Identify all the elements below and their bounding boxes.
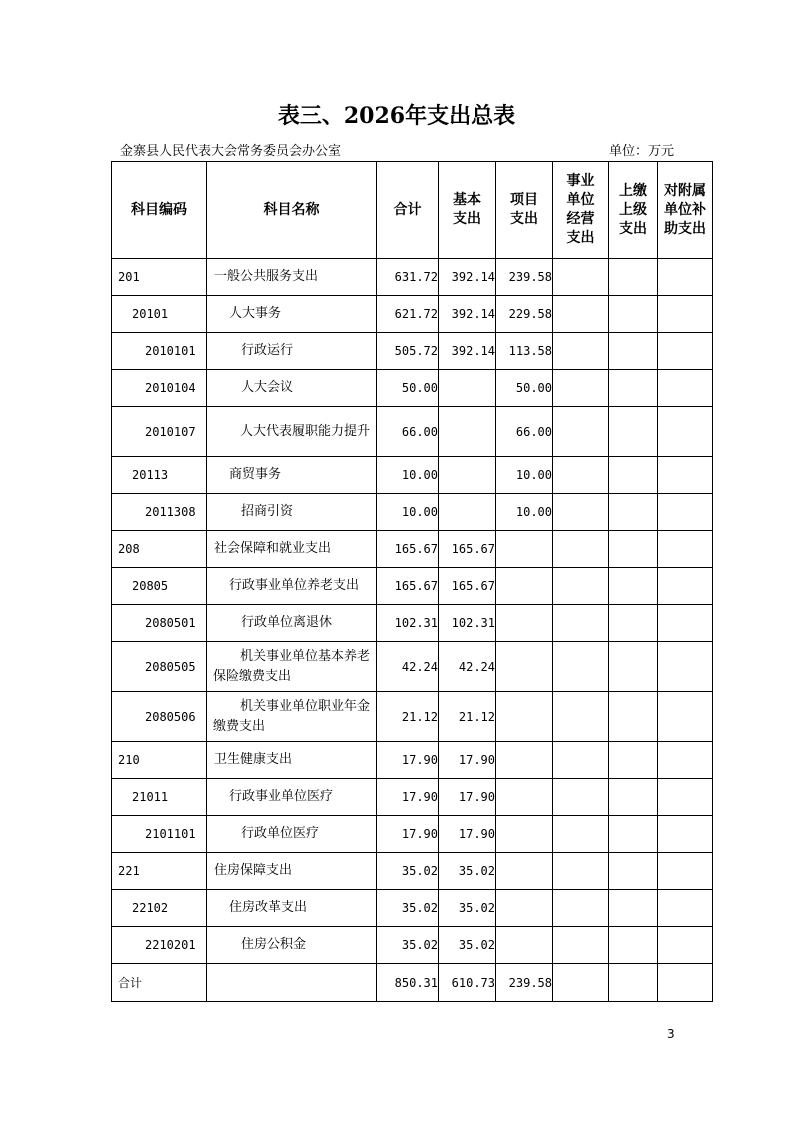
subject-code-cell: 210 <box>112 742 207 779</box>
subsidy-cell <box>658 531 713 568</box>
subject-name-cell: 商贸事务 <box>207 457 377 494</box>
table-row <box>112 494 713 531</box>
project-cell <box>496 816 553 853</box>
upper-cell <box>609 927 658 964</box>
header-upper-level-expenditure: 上缴 上级 支出 <box>609 162 658 259</box>
basic-cell: 102.31 <box>439 605 496 642</box>
business-cell <box>553 853 609 890</box>
subject-code-cell: 201 <box>112 259 207 296</box>
project-cell <box>496 927 553 964</box>
table-row <box>112 890 713 927</box>
project-cell: 113.58 <box>496 333 553 370</box>
total-cell: 10.00 <box>377 494 439 531</box>
table-total-row <box>112 964 713 1002</box>
total-cell: 42.24 <box>377 642 439 692</box>
business-cell <box>553 642 609 692</box>
total-cell: 10.00 <box>377 457 439 494</box>
table-row <box>112 370 713 407</box>
subject-name-cell: 住房公积金 <box>207 927 377 964</box>
upper-cell <box>609 407 658 457</box>
header-subject-name: 科目名称 <box>207 162 377 259</box>
project-cell: 66.00 <box>496 407 553 457</box>
subject-name-cell: 人大事务 <box>207 296 377 333</box>
unit-label: 单位：万元 <box>609 144 675 159</box>
subject-code-cell: 22102 <box>112 890 207 927</box>
business-cell <box>553 494 609 531</box>
upper-cell <box>609 370 658 407</box>
project-cell: 229.58 <box>496 296 553 333</box>
header-total: 合计 <box>377 162 439 259</box>
business-cell <box>553 779 609 816</box>
subject-code-cell: 2210201 <box>112 927 207 964</box>
subsidy-cell <box>658 742 713 779</box>
upper-cell <box>609 296 658 333</box>
project-cell <box>496 742 553 779</box>
business-cell <box>553 457 609 494</box>
subsidy-cell <box>658 494 713 531</box>
project-cell <box>496 853 553 890</box>
upper-cell <box>609 692 658 742</box>
upper-cell <box>609 816 658 853</box>
business-cell <box>553 531 609 568</box>
page-title: 表三、2026年支出总表 <box>277 103 516 129</box>
basic-cell: 165.67 <box>439 568 496 605</box>
project-cell: 10.00 <box>496 457 553 494</box>
subject-name-cell: 社会保障和就业支出 <box>207 531 377 568</box>
subject-code-cell: 221 <box>112 853 207 890</box>
basic-cell <box>439 457 496 494</box>
subject-name-cell: 行政单位离退休 <box>207 605 377 642</box>
basic-cell: 165.67 <box>439 531 496 568</box>
business-cell <box>553 964 609 1002</box>
table-row <box>112 296 713 333</box>
subject-name-cell: 住房改革支出 <box>207 890 377 927</box>
header-business-expenditure: 事业 单位 经营 支出 <box>553 162 609 259</box>
subject-name-cell: 行政事业单位医疗 <box>207 779 377 816</box>
basic-cell: 17.90 <box>439 779 496 816</box>
header-basic-expenditure: 基本 支出 <box>439 162 496 259</box>
subject-name-cell: 机关事业单位职业年金缴费支出 <box>207 692 377 742</box>
total-cell: 17.90 <box>377 742 439 779</box>
subsidy-cell <box>658 457 713 494</box>
table-row <box>112 779 713 816</box>
upper-cell <box>609 457 658 494</box>
project-cell <box>496 642 553 692</box>
business-cell <box>553 407 609 457</box>
project-cell: 10.00 <box>496 494 553 531</box>
subject-name-cell: 机关事业单位基本养老保险缴费支出 <box>207 642 377 692</box>
basic-cell <box>439 494 496 531</box>
basic-cell: 35.02 <box>439 853 496 890</box>
subject-name-cell: 招商引资 <box>207 494 377 531</box>
total-cell: 35.02 <box>377 853 439 890</box>
subject-code-cell: 合计 <box>112 964 207 1002</box>
subject-code-cell: 2010104 <box>112 370 207 407</box>
subject-code-cell: 20113 <box>112 457 207 494</box>
total-cell: 102.31 <box>377 605 439 642</box>
basic-cell: 392.14 <box>439 296 496 333</box>
subject-code-cell: 2080505 <box>112 642 207 692</box>
table-row <box>112 333 713 370</box>
project-cell: 239.58 <box>496 259 553 296</box>
business-cell <box>553 333 609 370</box>
subject-code-cell: 2010107 <box>112 407 207 457</box>
subject-name-cell <box>207 964 377 1002</box>
table-row <box>112 407 713 457</box>
subsidy-cell <box>658 296 713 333</box>
total-cell: 17.90 <box>377 779 439 816</box>
basic-cell <box>439 370 496 407</box>
total-cell: 35.02 <box>377 927 439 964</box>
business-cell <box>553 296 609 333</box>
basic-cell: 17.90 <box>439 816 496 853</box>
total-cell: 35.02 <box>377 890 439 927</box>
subsidy-cell <box>658 853 713 890</box>
header-subsidy-expenditure: 对附属 单位补 助支出 <box>658 162 713 259</box>
business-cell <box>553 370 609 407</box>
page-number: 3 <box>667 1027 675 1041</box>
organization-name: 金寨县人民代表大会常务委员会办公室 <box>120 144 342 159</box>
basic-cell: 42.24 <box>439 642 496 692</box>
subject-code-cell: 2080506 <box>112 692 207 742</box>
subsidy-cell <box>658 964 713 1002</box>
subject-name-cell: 一般公共服务支出 <box>207 259 377 296</box>
upper-cell <box>609 605 658 642</box>
business-cell <box>553 927 609 964</box>
header-project-expenditure: 项目 支出 <box>496 162 553 259</box>
upper-cell <box>609 531 658 568</box>
basic-cell: 35.02 <box>439 927 496 964</box>
project-cell <box>496 890 553 927</box>
subject-name-cell: 行政单位医疗 <box>207 816 377 853</box>
upper-cell <box>609 568 658 605</box>
subsidy-cell <box>658 333 713 370</box>
total-cell: 850.31 <box>377 964 439 1002</box>
basic-cell <box>439 407 496 457</box>
upper-cell <box>609 642 658 692</box>
upper-cell <box>609 742 658 779</box>
subject-name-cell: 住房保障支出 <box>207 853 377 890</box>
business-cell <box>553 816 609 853</box>
project-cell <box>496 779 553 816</box>
basic-cell: 17.90 <box>439 742 496 779</box>
table-row <box>112 259 713 296</box>
subject-code-cell: 21011 <box>112 779 207 816</box>
total-cell: 66.00 <box>377 407 439 457</box>
total-cell: 50.00 <box>377 370 439 407</box>
subsidy-cell <box>658 927 713 964</box>
table-row <box>112 692 713 742</box>
subject-name-cell: 行政运行 <box>207 333 377 370</box>
subject-name-cell: 行政事业单位养老支出 <box>207 568 377 605</box>
upper-cell <box>609 964 658 1002</box>
business-cell <box>553 742 609 779</box>
business-cell <box>553 605 609 642</box>
header-subject-code: 科目编码 <box>112 162 207 259</box>
total-cell: 631.72 <box>377 259 439 296</box>
table-row <box>112 642 713 692</box>
upper-cell <box>609 853 658 890</box>
total-cell: 621.72 <box>377 296 439 333</box>
upper-cell <box>609 333 658 370</box>
subsidy-cell <box>658 370 713 407</box>
upper-cell <box>609 779 658 816</box>
table-row <box>112 605 713 642</box>
subsidy-cell <box>658 605 713 642</box>
upper-cell <box>609 890 658 927</box>
subject-code-cell: 2080501 <box>112 605 207 642</box>
subject-name-cell: 卫生健康支出 <box>207 742 377 779</box>
subsidy-cell <box>658 692 713 742</box>
project-cell <box>496 568 553 605</box>
project-cell <box>496 605 553 642</box>
subject-code-cell: 20101 <box>112 296 207 333</box>
total-cell: 505.72 <box>377 333 439 370</box>
business-cell <box>553 568 609 605</box>
subsidy-cell <box>658 779 713 816</box>
upper-cell <box>609 494 658 531</box>
basic-cell: 392.14 <box>439 333 496 370</box>
subject-name-cell: 人大会议 <box>207 370 377 407</box>
subsidy-cell <box>658 642 713 692</box>
subsidy-cell <box>658 407 713 457</box>
table-row <box>112 531 713 568</box>
subject-name-cell: 人大代表履职能力提升 <box>207 407 377 457</box>
subsidy-cell <box>658 568 713 605</box>
table-row <box>112 816 713 853</box>
basic-cell: 21.12 <box>439 692 496 742</box>
basic-cell: 392.14 <box>439 259 496 296</box>
subject-code-cell: 2101101 <box>112 816 207 853</box>
table-row <box>112 927 713 964</box>
business-cell <box>553 259 609 296</box>
subject-code-cell: 2010101 <box>112 333 207 370</box>
basic-cell: 610.73 <box>439 964 496 1002</box>
business-cell <box>553 890 609 927</box>
basic-cell: 35.02 <box>439 890 496 927</box>
project-cell: 239.58 <box>496 964 553 1002</box>
subject-code-cell: 20805 <box>112 568 207 605</box>
subsidy-cell <box>658 816 713 853</box>
table-row <box>112 742 713 779</box>
expenditure-table <box>111 161 713 1002</box>
project-cell <box>496 692 553 742</box>
subsidy-cell <box>658 259 713 296</box>
upper-cell <box>609 259 658 296</box>
project-cell <box>496 531 553 568</box>
table-row <box>112 853 713 890</box>
subject-code-cell: 208 <box>112 531 207 568</box>
subject-code-cell: 2011308 <box>112 494 207 531</box>
subsidy-cell <box>658 890 713 927</box>
project-cell: 50.00 <box>496 370 553 407</box>
business-cell <box>553 692 609 742</box>
table-row <box>112 457 713 494</box>
total-cell: 17.90 <box>377 816 439 853</box>
table-row <box>112 568 713 605</box>
total-cell: 165.67 <box>377 568 439 605</box>
table-header-row <box>112 162 713 259</box>
total-cell: 21.12 <box>377 692 439 742</box>
total-cell: 165.67 <box>377 531 439 568</box>
